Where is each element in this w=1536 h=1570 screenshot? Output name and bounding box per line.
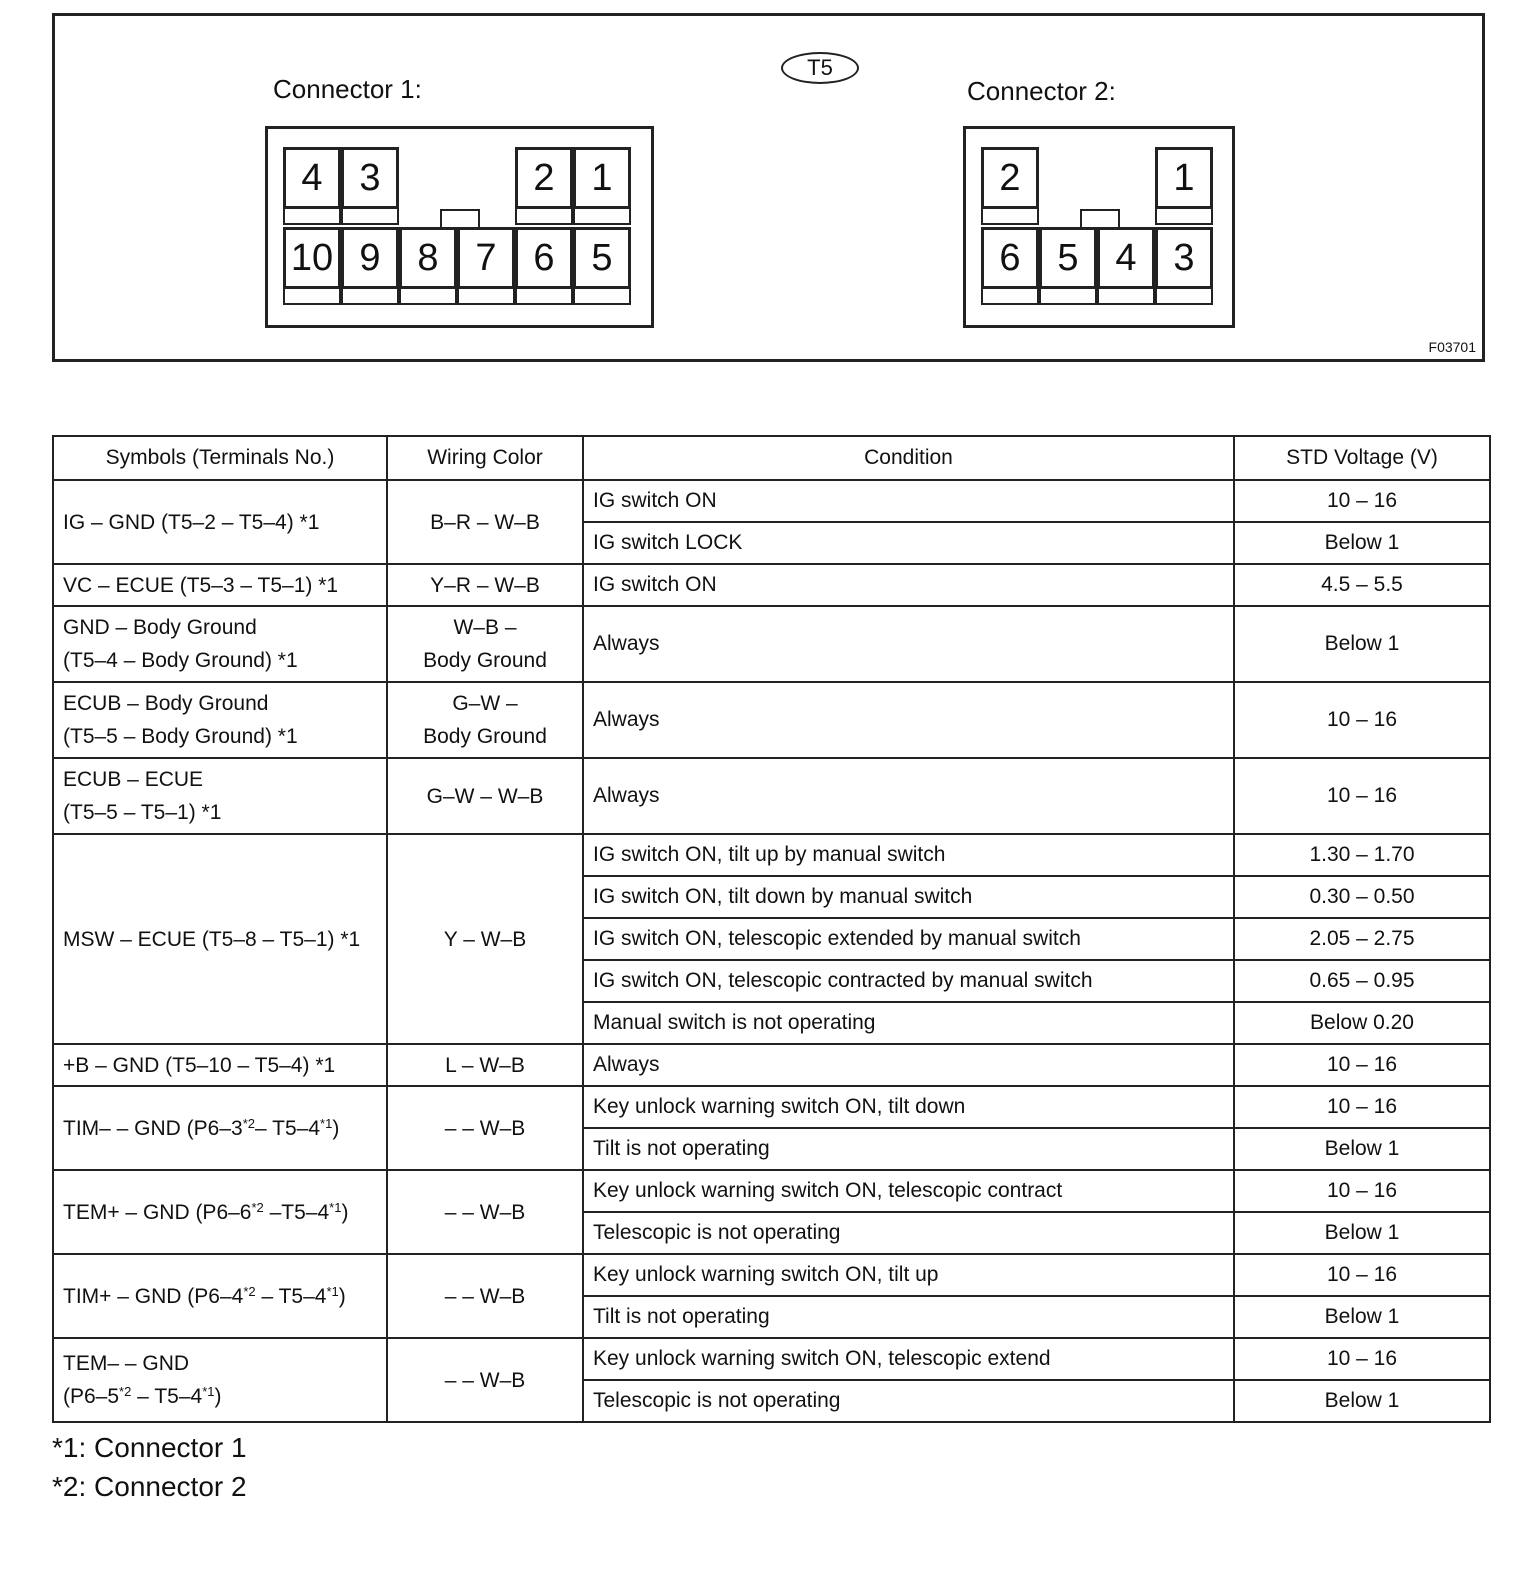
condition-cell: Always [583, 1044, 1234, 1086]
condition-cell: IG switch ON, telescopic contracted by manual switch [583, 960, 1234, 1002]
voltage-cell: 0.65 – 0.95 [1234, 960, 1490, 1002]
connector-2-pin-base [1155, 209, 1213, 225]
connector-1-pin-base [399, 289, 457, 305]
connector-1-housing [265, 126, 654, 328]
connector-1-pin-2: 2 [515, 147, 573, 209]
wiring-color-cell: L – W–B [387, 1044, 583, 1086]
wiring-color-cell: – – W–B [387, 1170, 583, 1254]
connector-1-pin-base [341, 289, 399, 305]
symbol-cell: IG – GND (T5–2 – T5–4) *1 [53, 480, 387, 564]
voltage-cell: Below 1 [1234, 1296, 1490, 1338]
table-body [53, 480, 1490, 1422]
header-std-voltage: STD Voltage (V) [1234, 436, 1490, 480]
connector-2-label: Connector 2: [967, 76, 1116, 106]
connector-1-pin-8: 8 [399, 227, 457, 289]
connector-2-pin-6: 6 [981, 227, 1039, 289]
connector-badge: T5 [781, 52, 859, 84]
header-symbols: Symbols (Terminals No.) [53, 436, 387, 480]
voltage-cell: 4.5 – 5.5 [1234, 564, 1490, 606]
symbol-cell: ECUB – ECUE (T5–5 – T5–1) *1 [53, 758, 387, 834]
connector-2-pin-base [1039, 289, 1097, 305]
connector-2-pin-3: 3 [1155, 227, 1213, 289]
connector-1-pin-1: 1 [573, 147, 631, 209]
connector-2-pin-4: 4 [1097, 227, 1155, 289]
voltage-cell: Below 0.20 [1234, 1002, 1490, 1044]
connector-1-pin-base [283, 209, 341, 225]
connector-1-pin-5: 5 [573, 227, 631, 289]
symbol-cell: TIM+ – GND (P6–4$^{*2}$ – T5–4$^{*1}$) [53, 1254, 387, 1338]
table-row [53, 834, 1490, 876]
connector-2-pin-base [1155, 289, 1213, 305]
table-row [53, 1170, 1490, 1212]
table-row [53, 682, 1490, 758]
connector-1-pin-10: 10 [283, 227, 341, 289]
voltage-cell: 10 – 16 [1234, 1254, 1490, 1296]
connector-1-pin-6: 6 [515, 227, 573, 289]
wiring-color-cell: G–W – Body Ground [387, 682, 583, 758]
wiring-color-cell: – – W–B [387, 1338, 583, 1422]
voltage-cell: 10 – 16 [1234, 1338, 1490, 1380]
symbol-cell: +B – GND (T5–10 – T5–4) *1 [53, 1044, 387, 1086]
wiring-color-cell: B–R – W–B [387, 480, 583, 564]
symbol-cell: MSW – ECUE (T5–8 – T5–1) *1 [53, 834, 387, 1044]
symbol-cell: GND – Body Ground (T5–4 – Body Ground) *1 [53, 606, 387, 682]
table-row [53, 480, 1490, 522]
connector-2-pin-1: 1 [1155, 147, 1213, 209]
connector-1-pin-3: 3 [341, 147, 399, 209]
symbol-cell: TEM– – GND (P6–5$^{*2}$ – T5–4$^{*1}$) [53, 1338, 387, 1422]
connector-1-pin-base [573, 209, 631, 225]
connector-1-pin-base [457, 289, 515, 305]
table-row [53, 1086, 1490, 1128]
condition-cell: Always [583, 758, 1234, 834]
condition-cell: IG switch ON [583, 480, 1234, 522]
voltage-cell: 10 – 16 [1234, 480, 1490, 522]
wiring-color-cell: G–W – W–B [387, 758, 583, 834]
connector-2-housing [963, 126, 1235, 328]
footnote-connector-1: *1: Connector 1 [52, 1432, 247, 1463]
connector-1-pin-base [341, 209, 399, 225]
connector-1-pin-base [573, 289, 631, 305]
condition-cell: IG switch ON, tilt up by manual switch [583, 834, 1234, 876]
connector-1-pin-base [515, 209, 573, 225]
connector-1-pin-4: 4 [283, 147, 341, 209]
condition-cell: IG switch LOCK [583, 522, 1234, 564]
connector-2-pin-base [981, 289, 1039, 305]
voltage-cell: Below 1 [1234, 606, 1490, 682]
voltage-cell: 10 – 16 [1234, 1086, 1490, 1128]
table-row [53, 758, 1490, 834]
table-row [53, 1338, 1490, 1380]
connector-2-pin-base [1097, 289, 1155, 305]
connector-1-pin-base [515, 289, 573, 305]
connector-2-pin-2: 2 [981, 147, 1039, 209]
connector-1-latch [440, 209, 480, 227]
header-condition: Condition [583, 436, 1234, 480]
wiring-color-cell: Y – W–B [387, 834, 583, 1044]
connector-diagram [52, 13, 1485, 362]
connector-2-latch [1080, 209, 1120, 227]
table-row [53, 1254, 1490, 1296]
voltage-cell: Below 1 [1234, 1380, 1490, 1422]
condition-cell: Tilt is not operating [583, 1296, 1234, 1338]
wiring-color-cell: Y–R – W–B [387, 564, 583, 606]
voltage-cell: 2.05 – 2.75 [1234, 918, 1490, 960]
condition-cell: Telescopic is not operating [583, 1380, 1234, 1422]
table-row [53, 606, 1490, 682]
connector-2-pin-5: 5 [1039, 227, 1097, 289]
voltage-table [52, 435, 1491, 1423]
condition-cell: IG switch ON, telescopic extended by manual switch [583, 918, 1234, 960]
connector-2-pin-base [981, 209, 1039, 225]
symbol-cell: TEM+ – GND (P6–6$^{*2}$ –T5–4$^{*1}$) [53, 1170, 387, 1254]
footnote-connector-2: *2: Connector 2 [52, 1471, 247, 1502]
voltage-cell: 10 – 16 [1234, 1044, 1490, 1086]
condition-cell: Key unlock warning switch ON, telescopic contract [583, 1170, 1234, 1212]
voltage-cell: 10 – 16 [1234, 1170, 1490, 1212]
wiring-color-cell: W–B – Body Ground [387, 606, 583, 682]
condition-cell: Telescopic is not operating [583, 1212, 1234, 1254]
connector-1-pin-base [283, 289, 341, 305]
voltage-cell: 0.30 – 0.50 [1234, 876, 1490, 918]
header-wiring-color: Wiring Color [387, 436, 583, 480]
condition-cell: Always [583, 606, 1234, 682]
wiring-color-cell: – – W–B [387, 1086, 583, 1170]
voltage-cell: Below 1 [1234, 1128, 1490, 1170]
condition-cell: IG switch ON, tilt down by manual switch [583, 876, 1234, 918]
wiring-color-cell: – – W–B [387, 1254, 583, 1338]
voltage-cell: Below 1 [1234, 522, 1490, 564]
connector-1-pin-9: 9 [341, 227, 399, 289]
condition-cell: Manual switch is not operating [583, 1002, 1234, 1044]
condition-cell: Key unlock warning switch ON, tilt up [583, 1254, 1234, 1296]
figure-code: F03701 [1428, 339, 1476, 355]
voltage-cell: 10 – 16 [1234, 758, 1490, 834]
voltage-cell: Below 1 [1234, 1212, 1490, 1254]
symbol-cell: TIM– – GND (P6–3$^{*2}$– T5–4$^{*1}$) [53, 1086, 387, 1170]
condition-cell: IG switch ON [583, 564, 1234, 606]
table-header-row [53, 436, 1490, 480]
condition-cell: Key unlock warning switch ON, telescopic extend [583, 1338, 1234, 1380]
table-row [53, 564, 1490, 606]
connector-1-label: Connector 1: [273, 74, 422, 104]
voltage-cell: 10 – 16 [1234, 682, 1490, 758]
condition-cell: Key unlock warning switch ON, tilt down [583, 1086, 1234, 1128]
table-row [53, 1044, 1490, 1086]
condition-cell: Always [583, 682, 1234, 758]
symbol-cell: ECUB – Body Ground (T5–5 – Body Ground) *1 [53, 682, 387, 758]
connector-1-pin-7: 7 [457, 227, 515, 289]
symbol-cell: VC – ECUE (T5–3 – T5–1) *1 [53, 564, 387, 606]
condition-cell: Tilt is not operating [583, 1128, 1234, 1170]
voltage-cell: 1.30 – 1.70 [1234, 834, 1490, 876]
